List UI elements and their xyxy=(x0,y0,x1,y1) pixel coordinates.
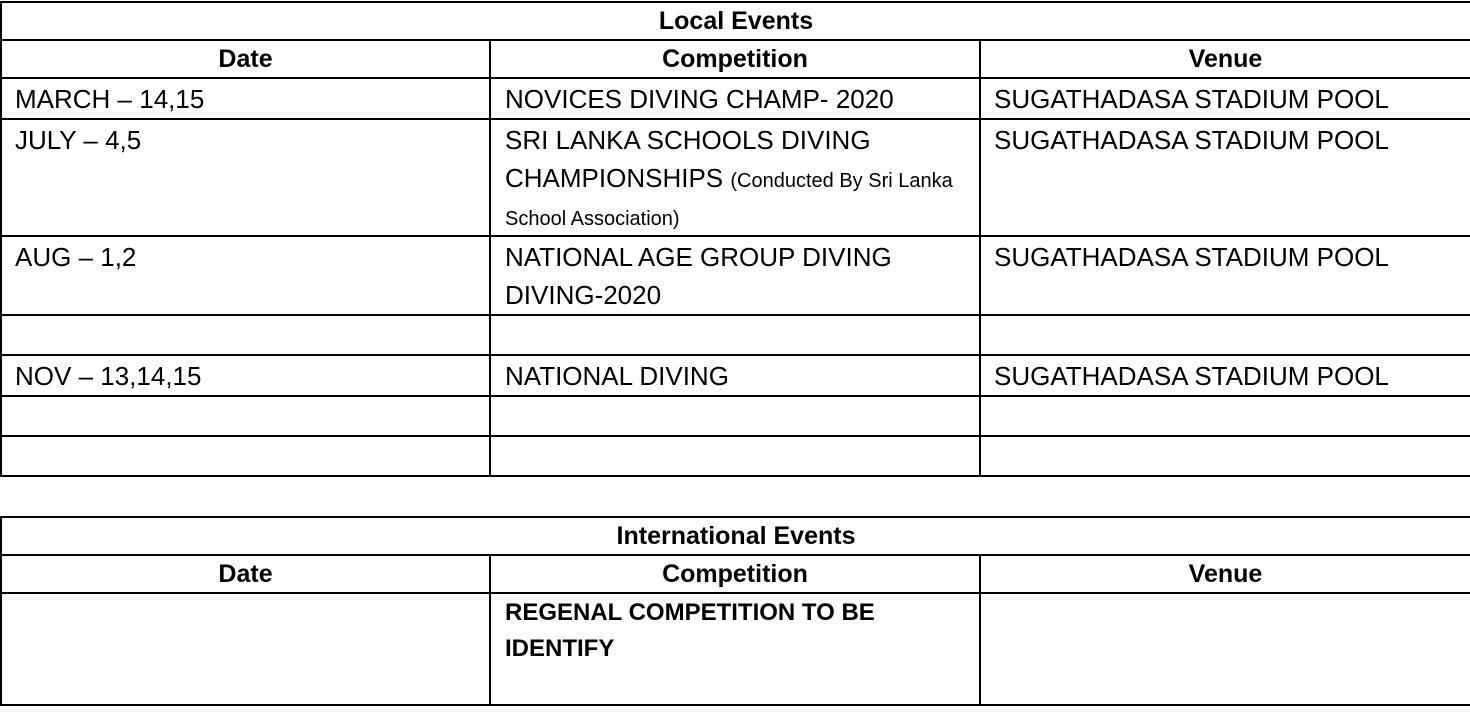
table-row xyxy=(1,315,1470,355)
competition-column-header: Competition xyxy=(490,555,980,593)
competition-cell: NATIONAL AGE GROUP DIVING DIVING-2020 xyxy=(490,236,980,315)
date-cell xyxy=(1,436,490,476)
competition-cell xyxy=(490,119,980,236)
competition-cell xyxy=(490,396,980,436)
table-header-row xyxy=(1,555,1470,593)
table-header-row xyxy=(1,40,1470,78)
international-events-table xyxy=(0,516,1470,706)
local-events-title: Local Events xyxy=(1,2,1470,40)
venue-column-header: Venue xyxy=(980,40,1470,78)
competition-name: SRI LANKA SCHOOLS DIVING CHAMPIONSHIPS xyxy=(505,125,871,193)
date-column-header: Date xyxy=(1,555,490,593)
date-column-header: Date xyxy=(1,40,490,78)
competition-cell: NOVICES DIVING CHAMP- 2020 xyxy=(490,78,980,119)
table-row xyxy=(1,593,1470,705)
competition-cell xyxy=(490,436,980,476)
table-row xyxy=(1,78,1470,119)
table-row xyxy=(1,396,1470,436)
competition-cell: REGENAL COMPETITION TO BE IDENTIFY xyxy=(490,593,980,705)
table-row xyxy=(1,355,1470,396)
venue-cell xyxy=(980,396,1470,436)
venue-cell xyxy=(980,593,1470,705)
date-cell: AUG – 1,2 xyxy=(1,236,490,315)
date-cell: MARCH – 14,15 xyxy=(1,78,490,119)
venue-cell: SUGATHADASA STADIUM POOL xyxy=(980,78,1470,119)
international-events-title: International Events xyxy=(1,517,1470,555)
table-title-row xyxy=(1,2,1470,40)
date-cell xyxy=(1,315,490,355)
table-title-row xyxy=(1,517,1470,555)
table-row xyxy=(1,119,1470,236)
venue-cell: SUGATHADASA STADIUM POOL xyxy=(980,119,1470,236)
competition-cell xyxy=(490,315,980,355)
table-row xyxy=(1,436,1470,476)
venue-cell xyxy=(980,315,1470,355)
date-cell xyxy=(1,396,490,436)
local-events-table xyxy=(0,1,1470,477)
date-cell xyxy=(1,593,490,705)
table-row xyxy=(1,236,1470,315)
competition-column-header: Competition xyxy=(490,40,980,78)
venue-column-header: Venue xyxy=(980,555,1470,593)
competition-note: (Conducted By Sri Lanka School Association) xyxy=(505,170,953,230)
venue-cell: SUGATHADASA STADIUM POOL xyxy=(980,355,1470,396)
competition-cell: NATIONAL DIVING xyxy=(490,355,980,396)
date-cell: NOV – 13,14,15 xyxy=(1,355,490,396)
date-cell: JULY – 4,5 xyxy=(1,119,490,236)
venue-cell: SUGATHADASA STADIUM POOL xyxy=(980,236,1470,315)
venue-cell xyxy=(980,436,1470,476)
